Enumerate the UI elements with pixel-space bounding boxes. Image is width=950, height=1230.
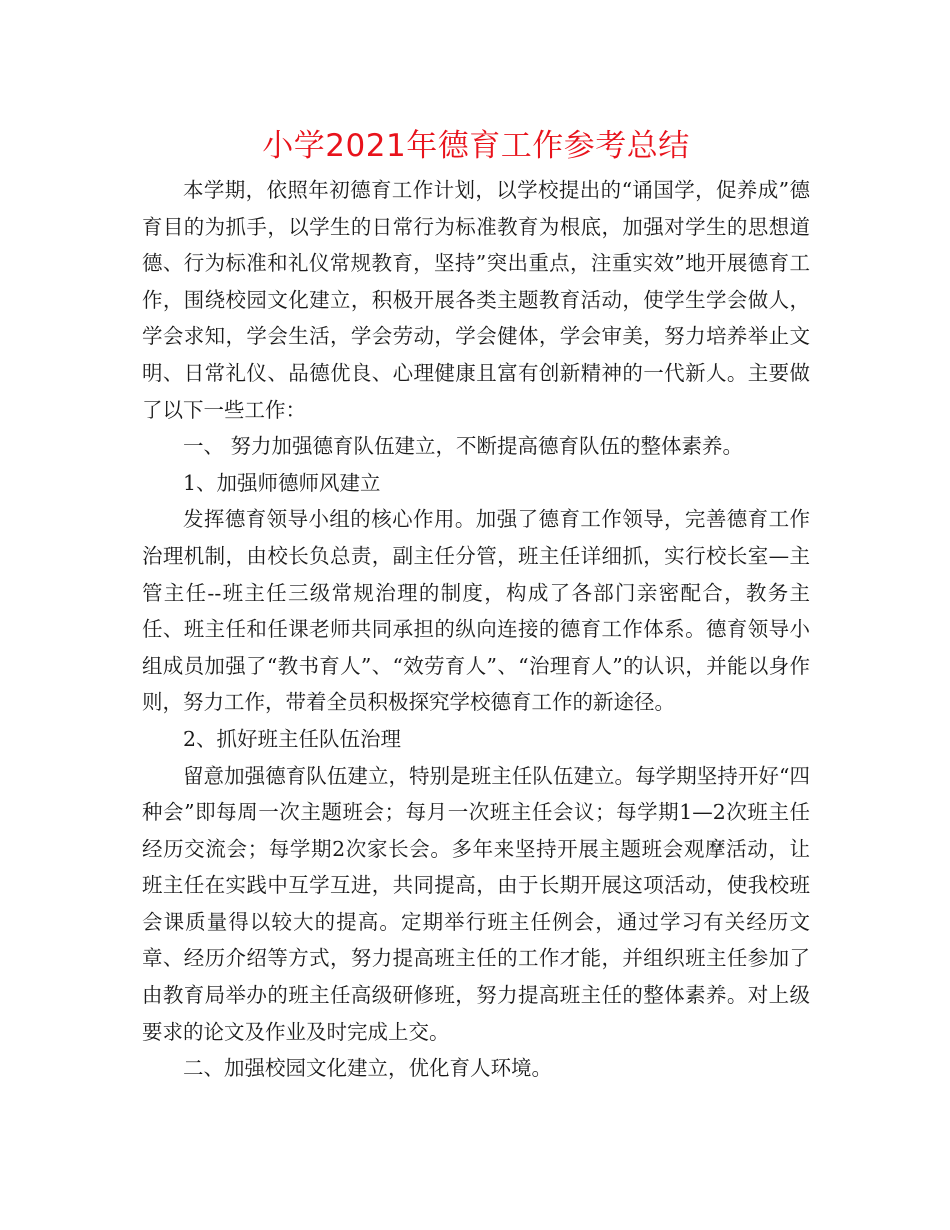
section-1-heading: 一、 努力加强德育队伍建立，不断提高德育队伍的整体素养。 (183, 434, 744, 459)
section-2-heading: 二、加强校园文化建立，优化育人环境。 (183, 1056, 552, 1081)
subsection-1-heading: 1、加强师德师风建立 (183, 470, 381, 495)
subsection-2-heading: 2、抓好班主任队伍治理 (183, 726, 402, 751)
subsection-1-body: 发挥德育领导小组的核心作用。加强了德育工作领导，完善德育工作治理机制，由校长负总责，副主任分管，班主任详细抓，实行校长室—主管主任--班主任三级常规治理的制度，构成了各部门亲密配合，教务主任、班主任和任课老师共同承担的纵向连接的德育工作体系。德育领导小组成员加强了“教书育人”、“效劳育人”、“治理育人”的认识，并能以身作则，努力工作，带着全员积极探究学校德育工作的新途径。 (142, 507, 810, 715)
document-title: 小学2021年德育工作参考总结 (262, 128, 690, 164)
document-content (142, 128, 810, 1087)
intro-paragraph: 本学期，依照年初德育工作计划，以学校提出的“诵国学，促养成”德育目的为抓手，以学生的日常行为标准教育为根底，加强对学生的思想道德、行为标准和礼仪常规教育，坚持”突出重点，注重实效”地开展德育工作，围绕校园文化建立，积极开展各类主题教育活动，使学生学会做人，学会求知，学会生活，学会劳动，学会健体，学会审美，努力培养举止文明、日常礼仪、品德优良、心理健康且富有创新精神的一代新人。主要做了以下一些工作： (142, 178, 810, 422)
subsection-2-body: 留意加强德育队伍建立，特别是班主任队伍建立。每学期坚持开好“四种会”即每周一次主题班会；每月一次班主任会议；每学期1—2次班主任经历交流会；每学期2次家长会。多年来坚持开展主题班会观摩活动，让班主任在实践中互学互进，共同提高，由于长期开展这项活动，使我校班会课质量得以较大的提高。定期举行班主任例会，通过学习有关经历文章、经历介绍等方式，努力提高班主任的工作才能，并组织班主任参加了由教育局举办的班主任高级研修班，努力提高班主任的整体素养。对上级要求的论文及作业及时完成上交。 (142, 763, 810, 1044)
